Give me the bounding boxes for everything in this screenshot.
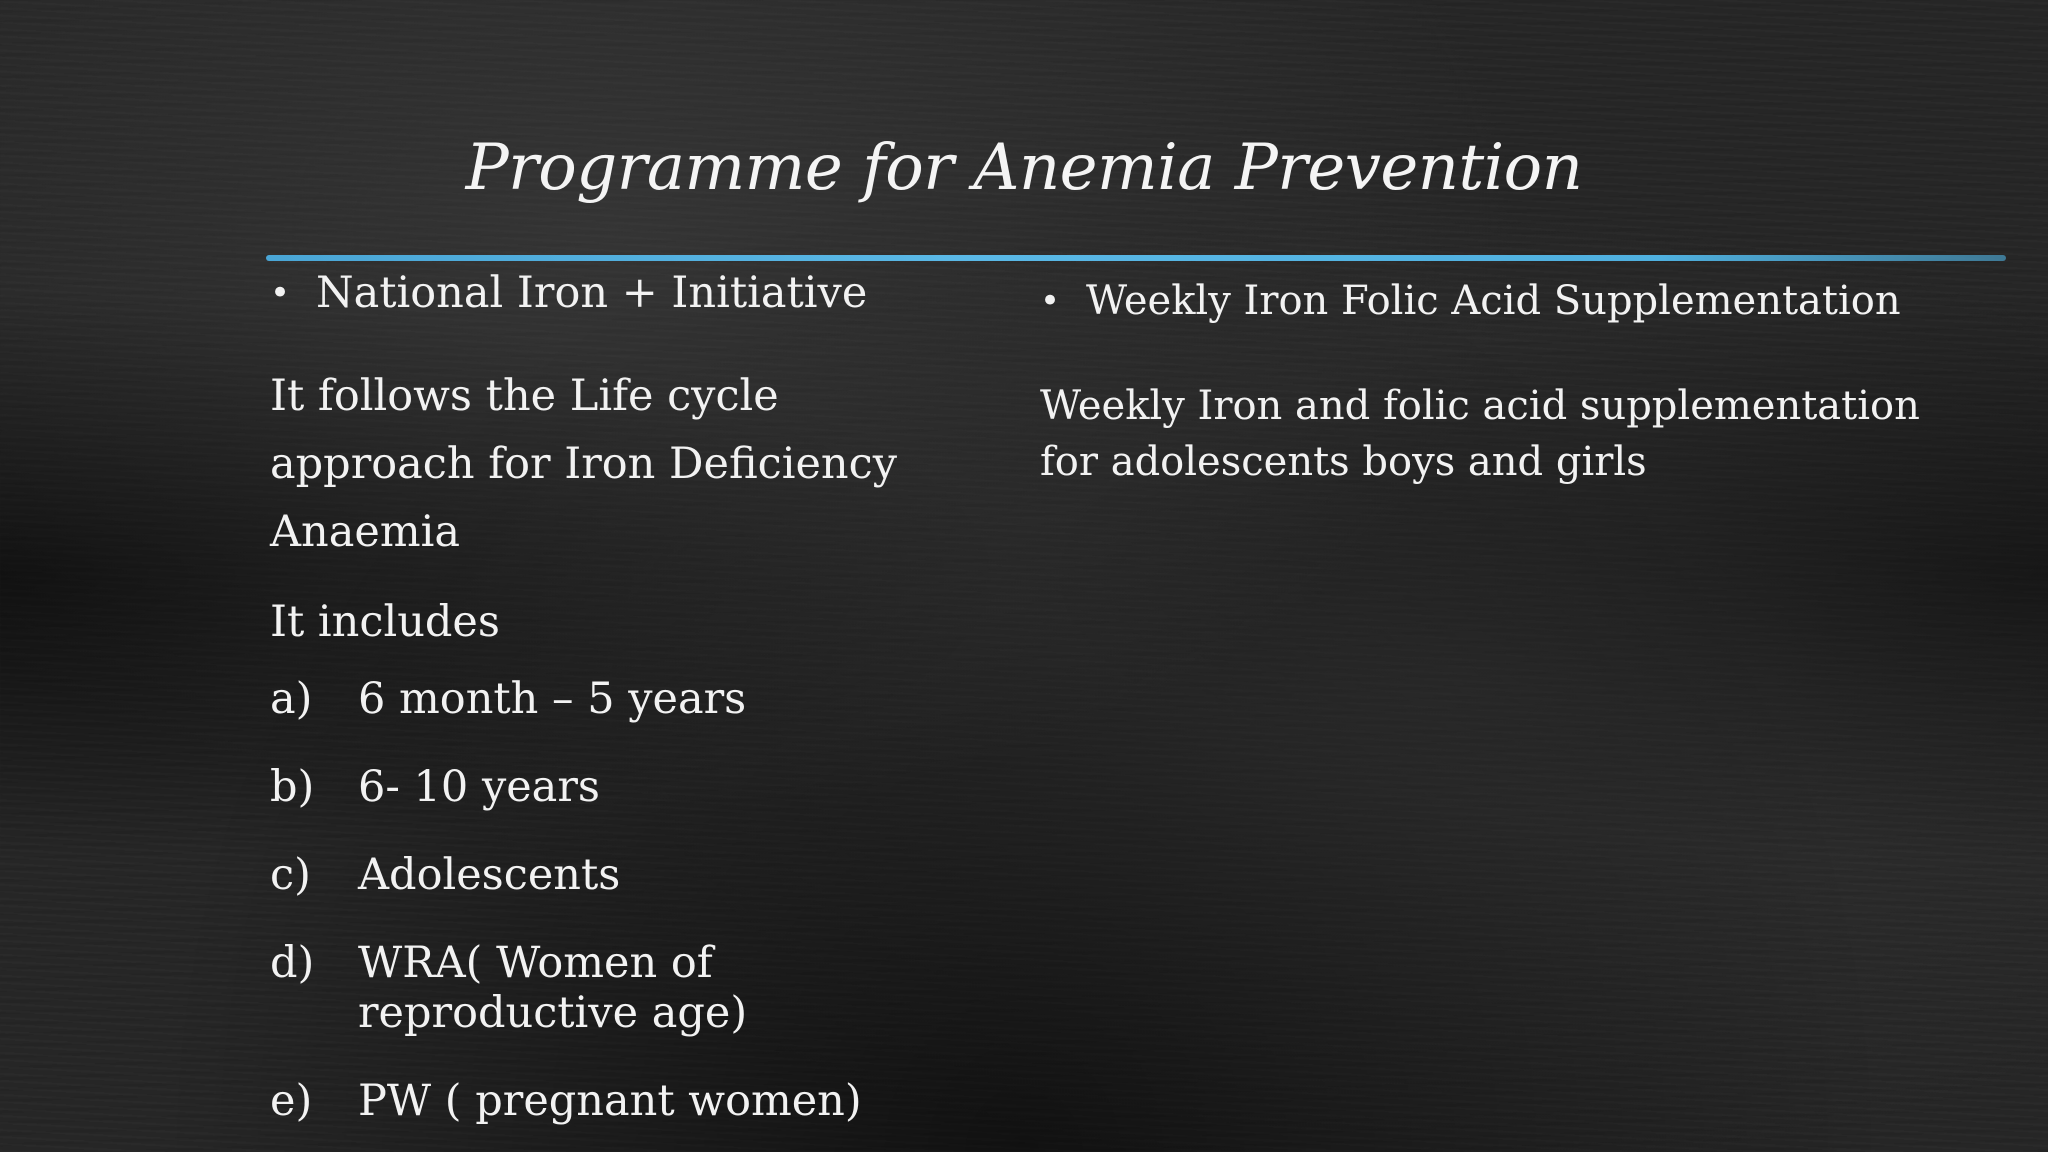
list-item-text: WRA( Women of reproductive age): [358, 938, 748, 1038]
title-underline: [266, 255, 2006, 261]
list-marker: e): [270, 1076, 313, 1126]
includes-label: It includes: [270, 597, 500, 647]
list-item-text: PW ( pregnant women): [358, 1076, 862, 1126]
bullet-dot-icon: •: [270, 273, 291, 313]
left-column: [270, 262, 990, 1152]
weekly-supplementation-paragraph: Weekly Iron and folic acid supplementation for adolescents boys and girls: [1040, 383, 1920, 485]
right-column: [1040, 262, 1940, 490]
list-marker: d): [270, 938, 315, 988]
list-item: [270, 938, 790, 1038]
left-bullet: [270, 262, 990, 324]
list-marker: a): [270, 674, 313, 724]
slide-title: Programme for Anemia Prevention: [465, 131, 1583, 205]
right-bullet-text: Weekly Iron Folic Acid Supplementation: [1086, 278, 1901, 324]
list-item: [270, 762, 990, 812]
list-item: [270, 850, 990, 900]
list-item: [270, 1076, 990, 1126]
list-marker: c): [270, 850, 311, 900]
list-item-text: Adolescents: [358, 850, 621, 900]
list-marker: b): [270, 762, 315, 812]
right-bullet: [1040, 270, 1940, 332]
list-item-text: 6 month – 5 years: [358, 674, 747, 724]
left-bullet-text: National Iron + Initiative: [316, 268, 868, 318]
list-item-text: 6- 10 years: [358, 762, 600, 812]
age-group-list: [270, 674, 990, 1126]
bullet-dot-icon: •: [1040, 281, 1061, 321]
list-item: [270, 674, 990, 724]
life-cycle-paragraph: It follows the Life cycle approach for Iron Deficiency Anaemia: [270, 371, 897, 557]
